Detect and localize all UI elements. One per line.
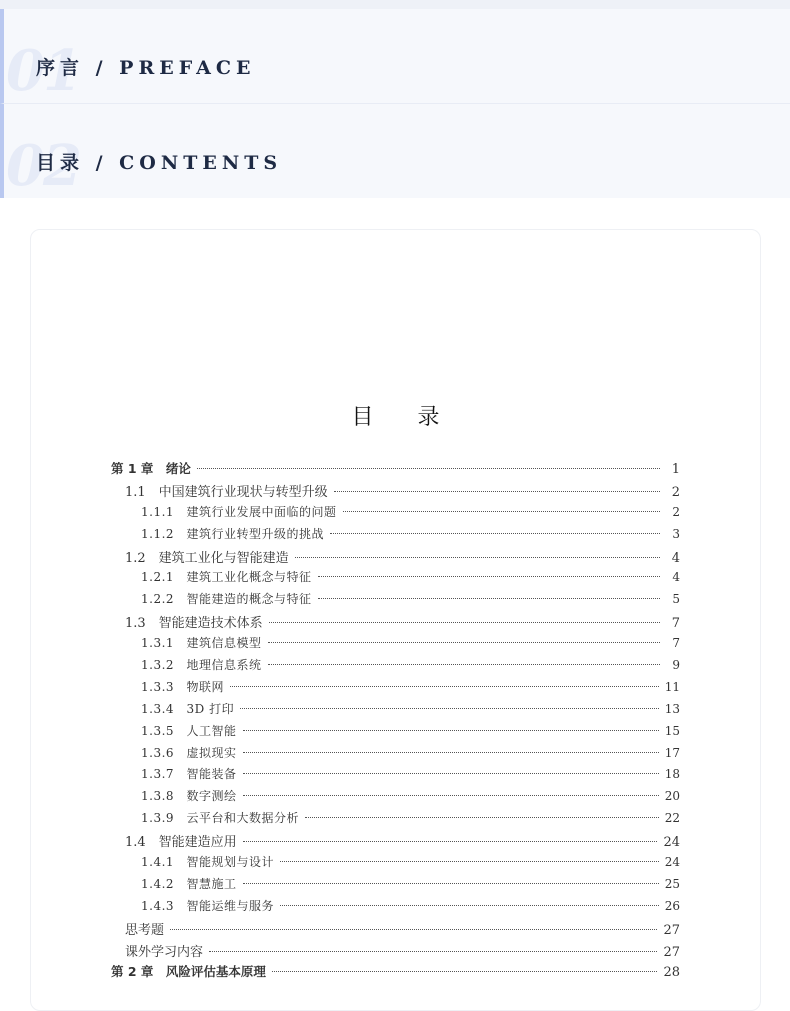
toc-entry[interactable] — [111, 525, 680, 547]
toc-entry-page: 13 — [664, 701, 680, 716]
toc-entry-label: 1.4 智能建造应用 — [125, 835, 237, 851]
toc-leader-dots — [268, 642, 660, 643]
toc-leader-dots — [230, 686, 659, 687]
toc-entry-label: 1.3.5 人工智能 — [141, 723, 237, 738]
toc-entry[interactable] — [111, 656, 680, 678]
toc-entry[interactable] — [111, 853, 680, 875]
toc-leader-dots — [280, 861, 659, 862]
contents-page — [30, 229, 761, 1011]
toc-leader-dots — [334, 491, 660, 492]
toc-entry-label: 思考题 — [125, 922, 165, 938]
toc-entry-page: 3 — [672, 526, 680, 541]
toc-entry-label: 1.4.1 智能规划与设计 — [141, 855, 275, 870]
toc-entry-page: 18 — [664, 767, 680, 782]
toc-entry[interactable] — [111, 678, 680, 700]
toc-entry[interactable] — [111, 941, 680, 963]
toc-entry-page: 7 — [671, 616, 680, 632]
toc-entry[interactable] — [111, 634, 680, 656]
toc-entry-label: 1.3.2 地理信息系统 — [141, 658, 262, 673]
toc-entry-page: 17 — [664, 745, 680, 760]
toc-entry-label: 1.3.6 虚拟现实 — [141, 745, 237, 760]
toc-entry[interactable] — [111, 590, 680, 612]
toc-entry-page: 20 — [664, 789, 680, 804]
toc-entry[interactable] — [111, 503, 680, 525]
toc-leader-dots — [343, 511, 660, 512]
section-title: 序言 / PREFACE — [36, 57, 256, 79]
toc-leader-dots — [243, 841, 658, 842]
toc-entry-label: 1.2 建筑工业化与智能建造 — [125, 550, 289, 566]
toc-entry-page: 24 — [663, 835, 680, 851]
toc-leader-dots — [170, 929, 657, 930]
toc-entry-label: 1.4.3 智能运维与服务 — [141, 898, 275, 913]
toc-entry-label: 1.3.1 建筑信息模型 — [141, 636, 262, 651]
toc-entry[interactable] — [111, 744, 680, 766]
toc-entry-label: 1.1.2 建筑行业转型升级的挑战 — [141, 526, 325, 541]
section-title: 目录 / CONTENTS — [36, 152, 283, 174]
toc-entry-page: 1 — [671, 462, 680, 477]
toc-entry-page: 9 — [672, 658, 680, 673]
toc-leader-dots — [330, 533, 660, 534]
toc-entry-label: 1.1 中国建筑行业现状与转型升级 — [125, 484, 328, 500]
toc-entry[interactable] — [111, 765, 680, 787]
toc-leader-dots — [318, 576, 660, 577]
toc-heading: 目录 — [351, 405, 484, 430]
toc-entry-label: 第 2 章 风险评估基本原理 — [111, 964, 266, 980]
toc-entry-page: 27 — [663, 944, 680, 960]
toc-entry-page: 15 — [664, 723, 680, 738]
toc-entry-label: 1.3.4 3D 打印 — [141, 701, 235, 716]
toc-leader-dots — [272, 971, 658, 972]
toc-leader-dots — [240, 708, 659, 709]
toc-entry-page: 5 — [672, 592, 680, 607]
toc-entry[interactable] — [111, 700, 680, 722]
toc-leader-dots — [305, 817, 659, 818]
toc-leader-dots — [268, 664, 660, 665]
toc-entry-page: 28 — [663, 965, 680, 981]
toc-entry[interactable] — [111, 612, 680, 634]
toc-entry[interactable] — [111, 722, 680, 744]
section-contents[interactable] — [0, 103, 790, 198]
toc-entry-page: 4 — [671, 550, 680, 566]
toc-entry-label: 课外学习内容 — [125, 944, 204, 960]
toc-entry[interactable] — [111, 459, 680, 481]
toc-entry[interactable] — [111, 481, 680, 503]
toc-entry-page: 22 — [664, 811, 680, 826]
toc-entry-label: 1.1.1 建筑行业发展中面临的问题 — [141, 504, 337, 519]
toc-entry[interactable] — [111, 547, 680, 569]
toc-leader-dots — [197, 468, 660, 469]
toc-entry-label: 1.3.3 物联网 — [141, 679, 225, 694]
top-strip — [0, 0, 790, 9]
toc-entry-page: 24 — [664, 855, 680, 870]
toc-entry[interactable] — [111, 919, 680, 941]
toc-leader-dots — [243, 795, 659, 796]
toc-leader-dots — [243, 773, 659, 774]
toc-leader-dots — [295, 557, 660, 558]
section-preface[interactable] — [0, 9, 790, 103]
toc-entry-page: 11 — [664, 679, 680, 694]
toc-entry-label: 1.2.1 建筑工业化概念与特征 — [141, 570, 312, 585]
section-number: 02 — [6, 133, 80, 198]
toc-entry[interactable] — [111, 568, 680, 590]
toc-leader-dots — [243, 730, 659, 731]
section-number: 01 — [6, 38, 80, 103]
toc-entry-label: 1.3.7 智能装备 — [141, 767, 237, 782]
toc-entry[interactable] — [111, 897, 680, 919]
toc-entry-label: 1.3 智能建造技术体系 — [125, 616, 263, 632]
toc-leader-dots — [243, 883, 659, 884]
toc-leader-dots — [243, 752, 659, 753]
toc-entry-page: 25 — [664, 876, 680, 891]
toc-entry-label: 1.2.2 智能建造的概念与特征 — [141, 592, 312, 607]
toc-entry[interactable] — [111, 962, 680, 984]
toc-entry[interactable] — [111, 875, 680, 897]
toc-entry-page: 7 — [672, 636, 680, 651]
toc-entry-label: 1.4.2 智慧施工 — [141, 876, 237, 891]
toc-leader-dots — [269, 622, 660, 623]
toc-entry-page: 27 — [663, 922, 680, 938]
toc-entry-page: 4 — [672, 570, 680, 585]
toc-entry-label: 1.3.9 云平台和大数据分析 — [141, 811, 300, 826]
toc-leader-dots — [318, 598, 660, 599]
toc-entry[interactable] — [111, 787, 680, 809]
toc-entry-page: 2 — [672, 504, 680, 519]
toc-entry-page: 2 — [671, 484, 680, 500]
toc-entry-page: 26 — [664, 898, 680, 913]
toc-entry[interactable] — [111, 809, 680, 831]
toc-entry[interactable] — [111, 831, 680, 853]
toc-entry-label: 1.3.8 数字测绘 — [141, 789, 237, 804]
toc-leader-dots — [280, 905, 659, 906]
toc-leader-dots — [209, 951, 657, 952]
toc-entry-label: 第 1 章 绪论 — [111, 461, 191, 476]
toc-list — [111, 459, 680, 984]
